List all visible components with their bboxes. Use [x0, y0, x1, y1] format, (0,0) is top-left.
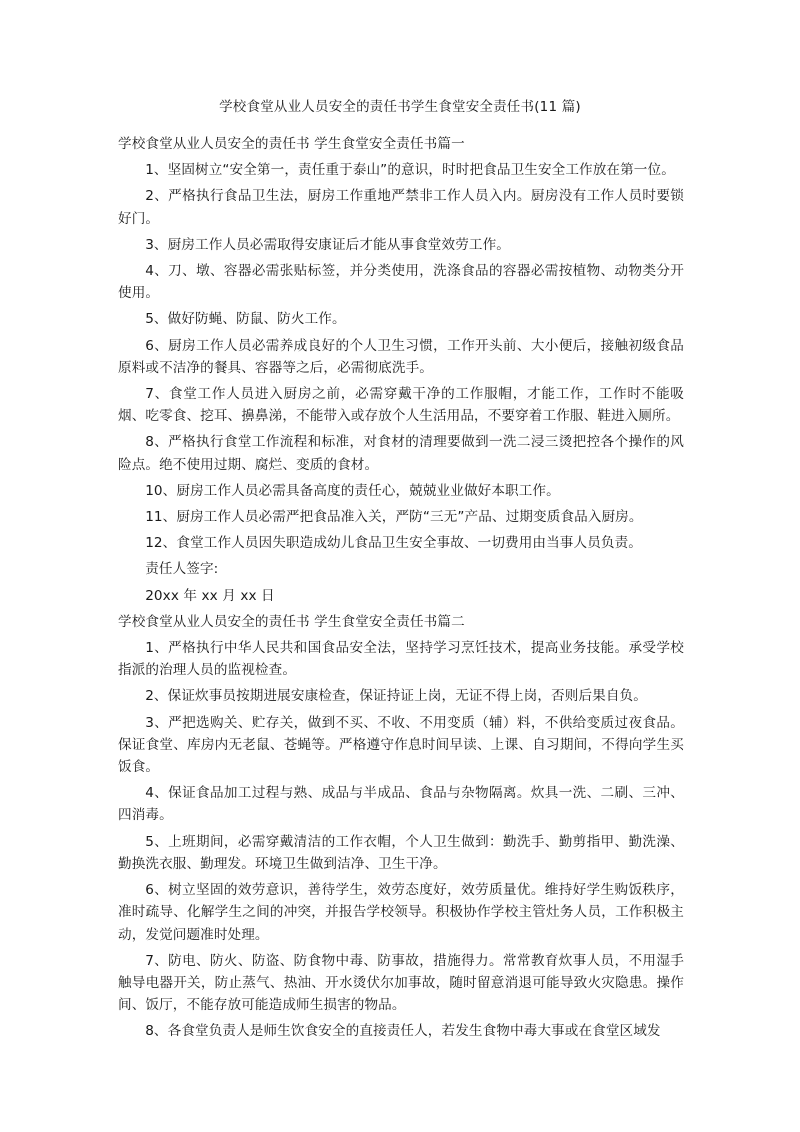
list-item: 6、树立坚固的效劳意识，善待学生，效劳态度好，效劳质量优。维持好学生购饭秩序，准时疏导、化解学生之间的冲突，并报告学校领导。积极协作学校主管灶务人员，工作积极主动，发觉问题准时处理。 — [118, 882, 684, 943]
list-item: 8、严格执行食堂工作流程和标准，对食材的清理要做到一洗二浸三烫把控各个操作的风险点。绝不使用过期、腐烂、变质的食材。 — [118, 434, 684, 473]
list-item: 2、保证炊事员按期进展安康检查，保证持证上岗，无证不得上岗，否则后果自负。 — [145, 688, 647, 705]
document-title: 学校食堂从业人员安全的责任书学生食堂安全责任书(11 篇) — [219, 99, 581, 115]
list-item: 6、厨房工作人员必需养成良好的个人卫生习惯，工作开头前、大小便后，接触初级食品原料或不洁净的餐具、容器等之后，必需彻底洗手。 — [118, 337, 684, 376]
date-line: 20xx 年 xx 月 xx 日 — [145, 587, 275, 604]
list-item: 7、防电、防火、防盗、防食物中毒、防事故，措施得力。常常教育炊事人员，不用湿手触导电器开关，防止蒸气、热油、开水烫伏尔加事故，随时留意消退可能导致火灾隐患。操作间、饭厅，不能存放可能造成师生损害的物品。 — [118, 952, 684, 1014]
list-item: 4、保证食品加工过程与熟、成品与半成品、食品与杂物隔离。炊具一洗、二刷、三冲、四消毒。 — [118, 785, 684, 824]
list-item: 3、严把选购关、贮存关，做到不买、不收、不用变质（辅）料，不供给变质过夜食品。保证食堂、库房内无老鼠、苍蝇等。严格遵守作息时间早读、上课、自习期间，不得向学生买饭食。 — [118, 714, 684, 776]
list-item: 2、严格执行食品卫生法，厨房工作重地严禁非工作人员入内。厨房没有工作人员时要锁好门。 — [118, 188, 684, 227]
list-item: 7、食堂工作人员进入厨房之前，必需穿戴干净的工作服帽，才能工作，工作时不能吸烟、吃零食、挖耳、擤鼻涕，不能带入或存放个人生活用品，不要穿着工作服、鞋进入厕所。 — [118, 386, 684, 425]
list-item: 5、上班期间，必需穿戴清洁的工作衣帽，个人卫生做到：勤洗手、勤剪指甲、勤洗澡、勤换洗衣服、勤理发。环境卫生做到洁净、卫生干净。 — [118, 833, 684, 872]
section-heading: 学校食堂从业人员安全的责任书 学生食堂安全责任书篇一 — [118, 136, 465, 152]
list-item: 1、坚固树立“安全第一，责任重于泰山”的意识，时时把食品卫生安全工作放在第一位。 — [145, 162, 675, 179]
list-item: 1、严格执行中华人民共和国食品安全法，坚持学习烹饪技术，提高业务技能。承受学校指派的治理人员的监视检查。 — [118, 640, 684, 679]
list-item: 5、做好防蝇、防鼠、防火工作。 — [145, 311, 346, 328]
list-item: 4、刀、墩、容器必需张贴标签，并分类使用，洗涤食品的容器必需按植物、动物类分开使用。 — [118, 263, 684, 302]
section-heading: 学校食堂从业人员安全的责任书 学生食堂安全责任书篇二 — [118, 613, 465, 630]
list-item: 8、各食堂负责人是师生饮食安全的直接责任人，若发生食物中毒大事或在食堂区域发 — [145, 1023, 661, 1040]
list-item: 3、厨房工作人员必需取得安康证后才能从事食堂效劳工作。 — [145, 236, 510, 253]
document-body — [118, 133, 684, 1047]
list-item: 10、厨房工作人员必需具备高度的责任心，兢兢业业做好本职工作。 — [145, 482, 560, 499]
list-item: 12、食堂工作人员因失职造成幼儿食品卫生安全事故、一切费用由当事人员负责。 — [145, 535, 642, 552]
list-item: 11、厨房工作人员必需严把食品准入关，严防“三无”产品、过期变质食品入厨房。 — [145, 509, 643, 526]
signer-label: 责任人签字: — [145, 561, 219, 578]
